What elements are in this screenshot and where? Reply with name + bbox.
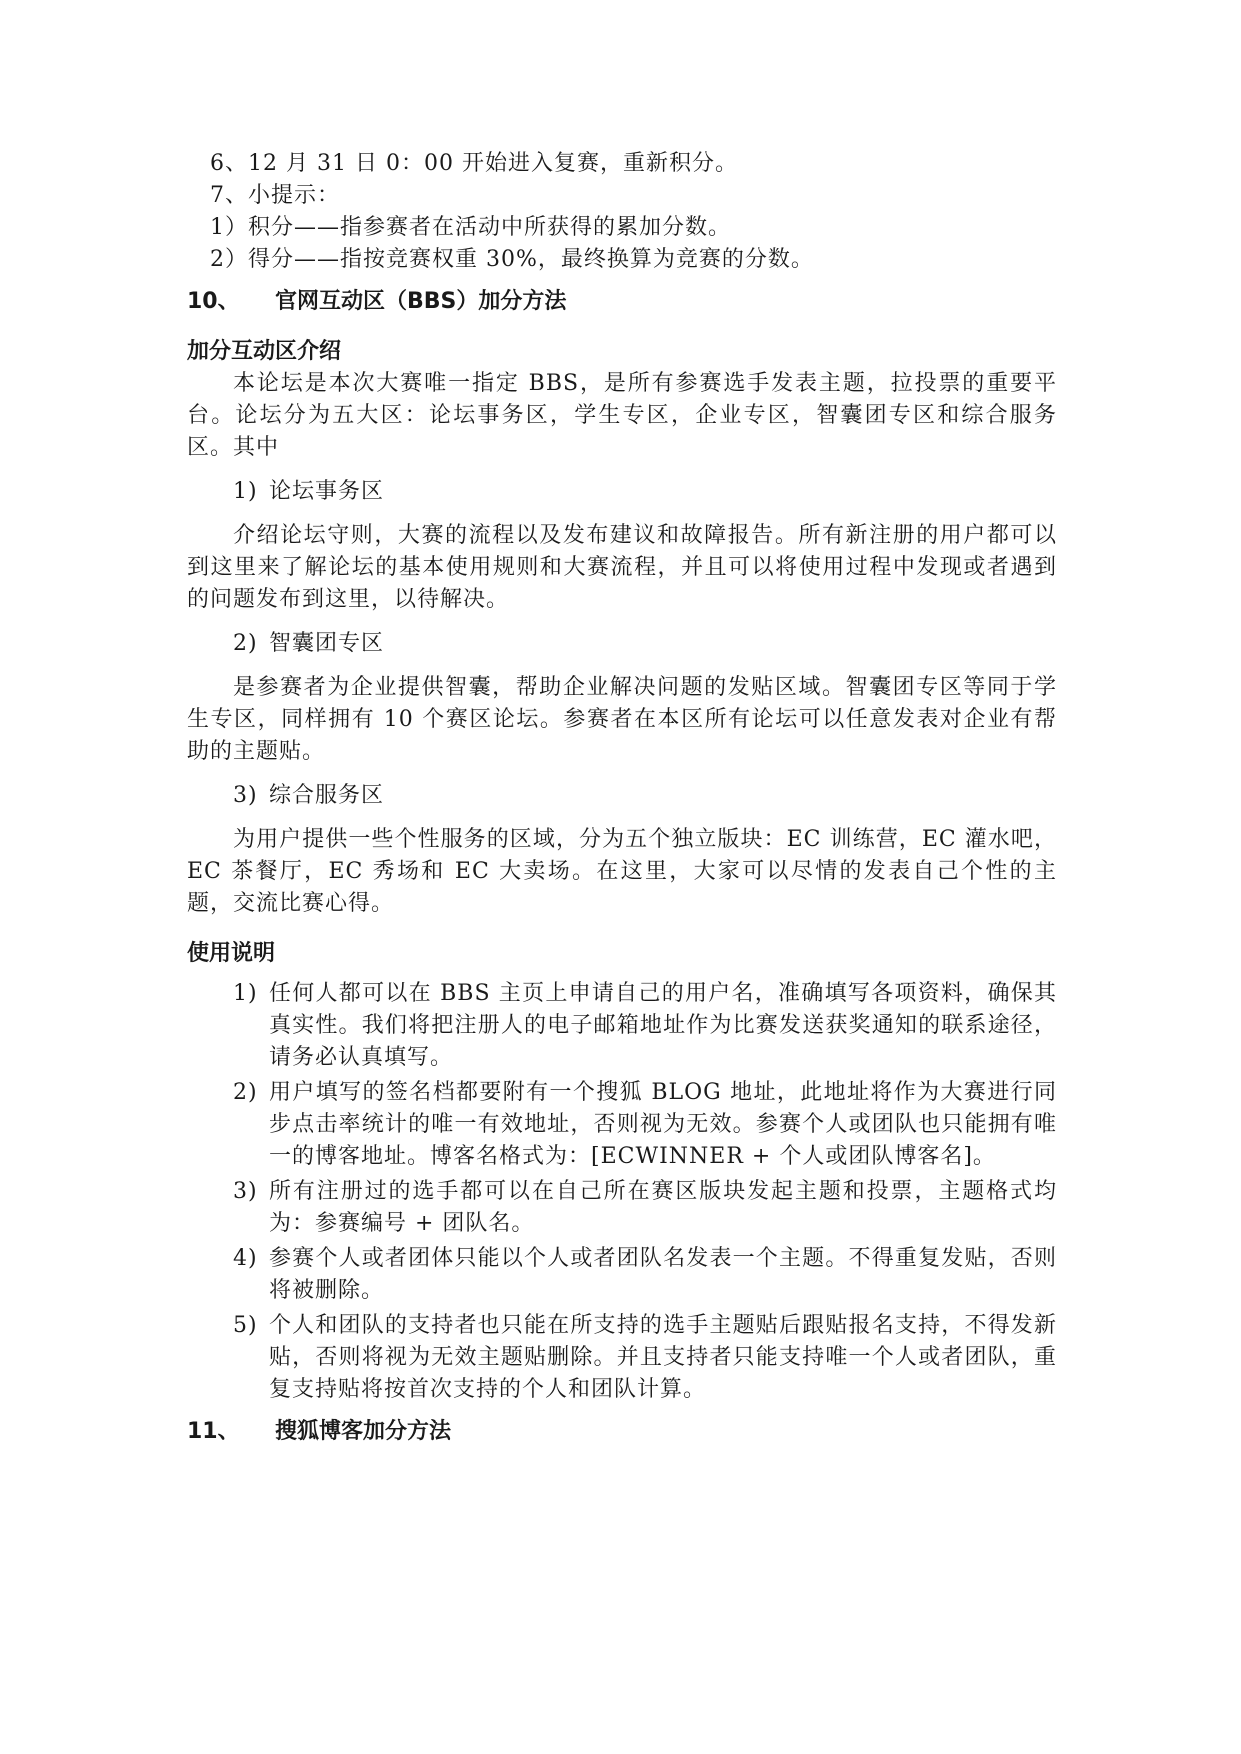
zone-number: 2) [233,631,258,656]
item-number: 5) [233,1313,258,1338]
item-number: 3) [233,1179,258,1204]
usage-list-item [187,1176,1057,1240]
zone-number: 1) [233,479,258,504]
usage-list-item [187,1077,1057,1173]
section-title: 搜狐博客加分方法 [275,1419,452,1444]
note-line: 2）得分——指按竞赛权重 30%，最终换算为竞赛的分数。 [210,247,814,272]
zone-name: 论坛事务区 [269,479,385,504]
section-title: 官网互动区（BBS）加分方法 [275,289,567,314]
note-line: 6、12 月 31 日 0：00 开始进入复赛，重新积分。 [210,151,738,176]
zone-description: 是参赛者为企业提供智囊，帮助企业解决问题的发贴区域。智囊团专区等同于学生专区，同样拥有 10 个赛区论坛。参赛者在本区所有论坛可以任意发表对企业有帮助的主题贴。 [187,675,1057,764]
usage-list-item [187,978,1057,1074]
zone-name: 智囊团专区 [269,631,385,656]
usage-list-item [187,1243,1057,1307]
scoring-notes [187,148,1057,276]
section-number: 11、 [187,1419,240,1444]
bbs-intro-paragraph: 本论坛是本次大赛唯一指定 BBS，是所有参赛选手发表主题，拉投票的重要平台。论坛分为五大区：论坛事务区，学生专区，企业专区，智囊团专区和综合服务区。其中 [187,371,1057,460]
item-text: 所有注册过的选手都可以在自己所在赛区版块发起主题和投票，主题格式均为：参赛编号 + 团队名。 [269,1179,1057,1236]
section-heading-11 [187,1416,1057,1448]
zone-heading-general-service [187,780,1057,812]
zone-description: 为用户提供一些个性服务的区域，分为五个独立版块：EC 训练营，EC 灌水吧，EC 茶餐厅，EC 秀场和 EC 大卖场。在这里，大家可以尽情的发表自己个性的主题，交流比赛心得。 [187,827,1057,916]
item-text: 个人和团队的支持者也只能在所支持的选手主题贴后跟贴报名支持，不得发新贴，否则将视为无效主题贴删除。并且支持者只能支持唯一个人或者团队，重复支持贴将按首次支持的个人和团队计算。 [269,1313,1057,1402]
usage-list-item [187,1310,1057,1406]
section-heading-10 [187,286,1057,318]
note-line: 1）积分——指参赛者在活动中所获得的累加分数。 [210,215,731,240]
item-number: 2) [233,1080,258,1105]
item-text: 参赛个人或者团体只能以个人或者团队名发表一个主题。不得重复发贴，否则将被删除。 [269,1246,1057,1303]
item-number: 1) [233,981,258,1006]
zone-description: 介绍论坛守则，大赛的流程以及发布建议和故障报告。所有新注册的用户都可以到这里来了解论坛的基本使用规则和大赛流程，并且可以将使用过程中发现或者遇到的问题发布到这里，以待解决。 [187,523,1057,612]
zone-name: 综合服务区 [269,783,385,808]
item-text: 任何人都可以在 BBS 主页上申请自己的用户名，准确填写各项资料，确保其真实性。我们将把注册人的电子邮箱地址作为比赛发送获奖通知的联系途径，请务必认真填写。 [269,981,1057,1070]
usage-list [187,978,1057,1406]
subheading-bbs-intro: 加分互动区介绍 [187,339,342,364]
page-content [187,148,1057,1448]
item-number: 4) [233,1246,258,1271]
item-text: 用户填写的签名档都要附有一个搜狐 BLOG 地址，此地址将作为大赛进行同步点击率统计的唯一有效地址，否则视为无效。参赛个人或团队也只能拥有唯一的博客地址。博客名格式为：[ECWINNER + 个人或团队博客名]。 [269,1080,1057,1169]
zone-heading-think-tank [187,628,1057,660]
note-line: 7、小提示： [210,183,340,208]
subheading-usage: 使用说明 [187,941,276,966]
zone-heading-forum-affairs [187,476,1057,508]
zone-number: 3) [233,783,258,808]
section-number: 10、 [187,289,240,314]
